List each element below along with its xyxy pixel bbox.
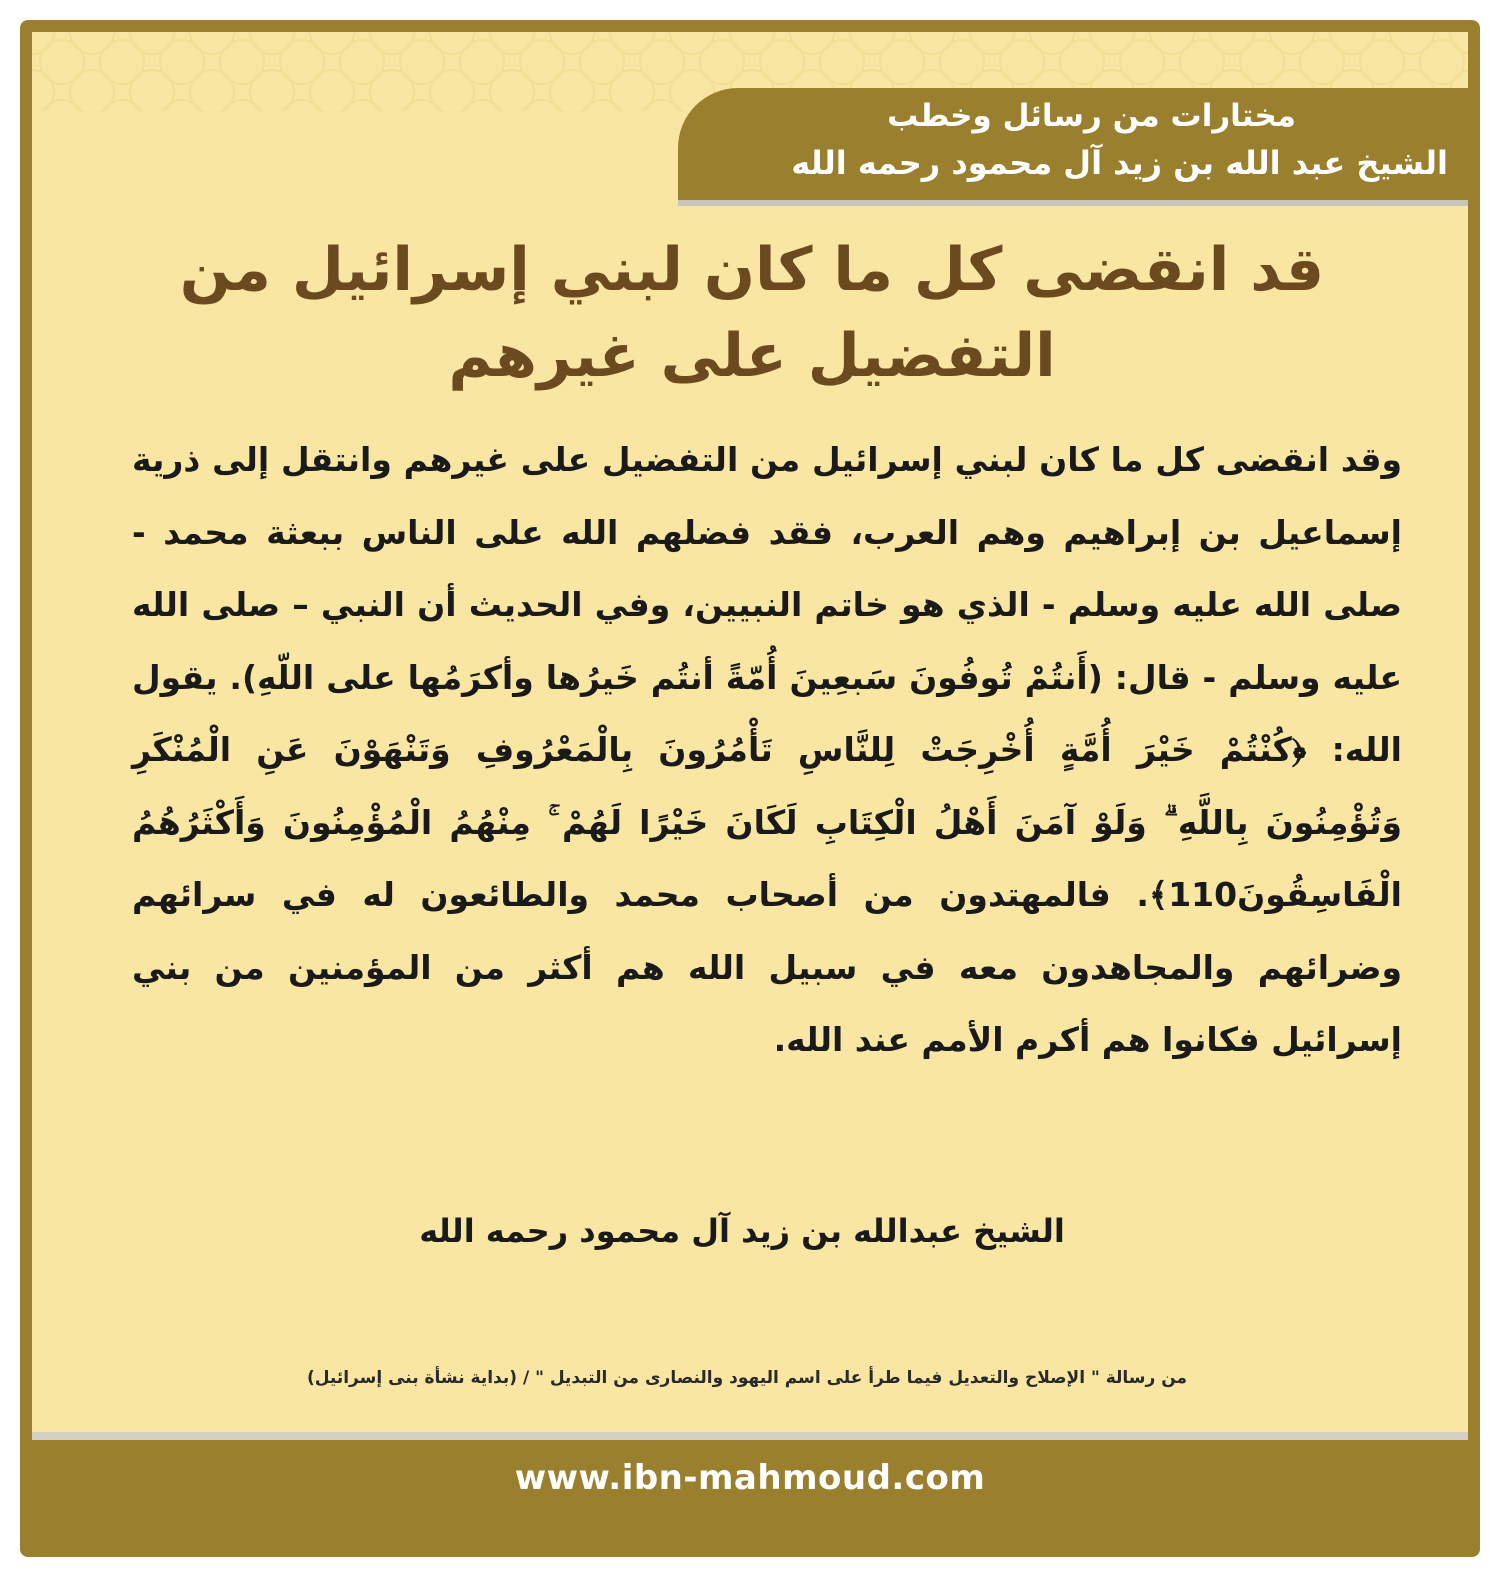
- page-title: قد انقضى كل ما كان لبني إسرائيل من التفضيل على غيرهم: [179, 235, 1325, 391]
- header-line-1: مختارات من رسائل وخطب: [887, 98, 1296, 134]
- body-paragraph: وقد انقضى كل ما كان لبني إسرائيل من التفضيل على غيرهم وانتقل إلى ذرية إسماعيل بن إبراهيم وهم العرب، فقد فضلهم الله على الناس ببعثة محمد - صلى الله عليه وسلم - الذي هو خاتم النبيين، وفي الحديث أن النبي – صلى الله عليه وسلم - قال: (أَنتُمْ تُوفُونَ سَبعِينَ أُمّةً أنتُم خَيرُها وأكرَمُها على اللّهِ). يقول الله: ﴿كُنْتُمْ خَيْرَ أُمَّةٍ أُخْرِجَتْ لِلنَّاسِ تَأْمُرُونَ بِالْمَعْرُوفِ وَتَنْهَوْنَ عَنِ الْمُنْكَرِ وَتُؤْمِنُونَ بِاللَّهِ ۗ وَلَوْ آمَنَ أَهْلُ الْكِتَابِ لَكَانَ خَيْرًا لَهُمْ ۚ مِنْهُمُ الْمُؤْمِنُونَ وَأَكْثَرُهُمُ الْفَاسِقُونَ110﴾. فالمهتدون من أصحاب محمد والطائعون له في سرائهم وضرائهم والمجاهدون معه في سبيل الله هم أكثر من المؤمنين من بني إسرائيل فكانوا هم أكرم الأمم عند الله.: [132, 440, 1402, 1059]
- post-card: [20, 20, 1480, 1557]
- author-signature: الشيخ عبدالله بن زيد آل محمود رحمه الله: [419, 1212, 1065, 1250]
- source-citation: من رسالة " الإصلاح والتعديل فيما طرأ على اسم اليهود والنصارى من التبديل " / (بداية نشأة بنى إسرائيل): [306, 1368, 1188, 1388]
- header-ribbon: [678, 88, 1468, 206]
- header-line-2: الشيخ عبد الله بن زيد آل محمود رحمه الله: [791, 144, 1448, 182]
- panel-divider: [32, 1432, 1468, 1440]
- website-link[interactable]: www.ibn-mahmoud.com: [514, 1458, 986, 1498]
- content-panel: [32, 32, 1468, 1432]
